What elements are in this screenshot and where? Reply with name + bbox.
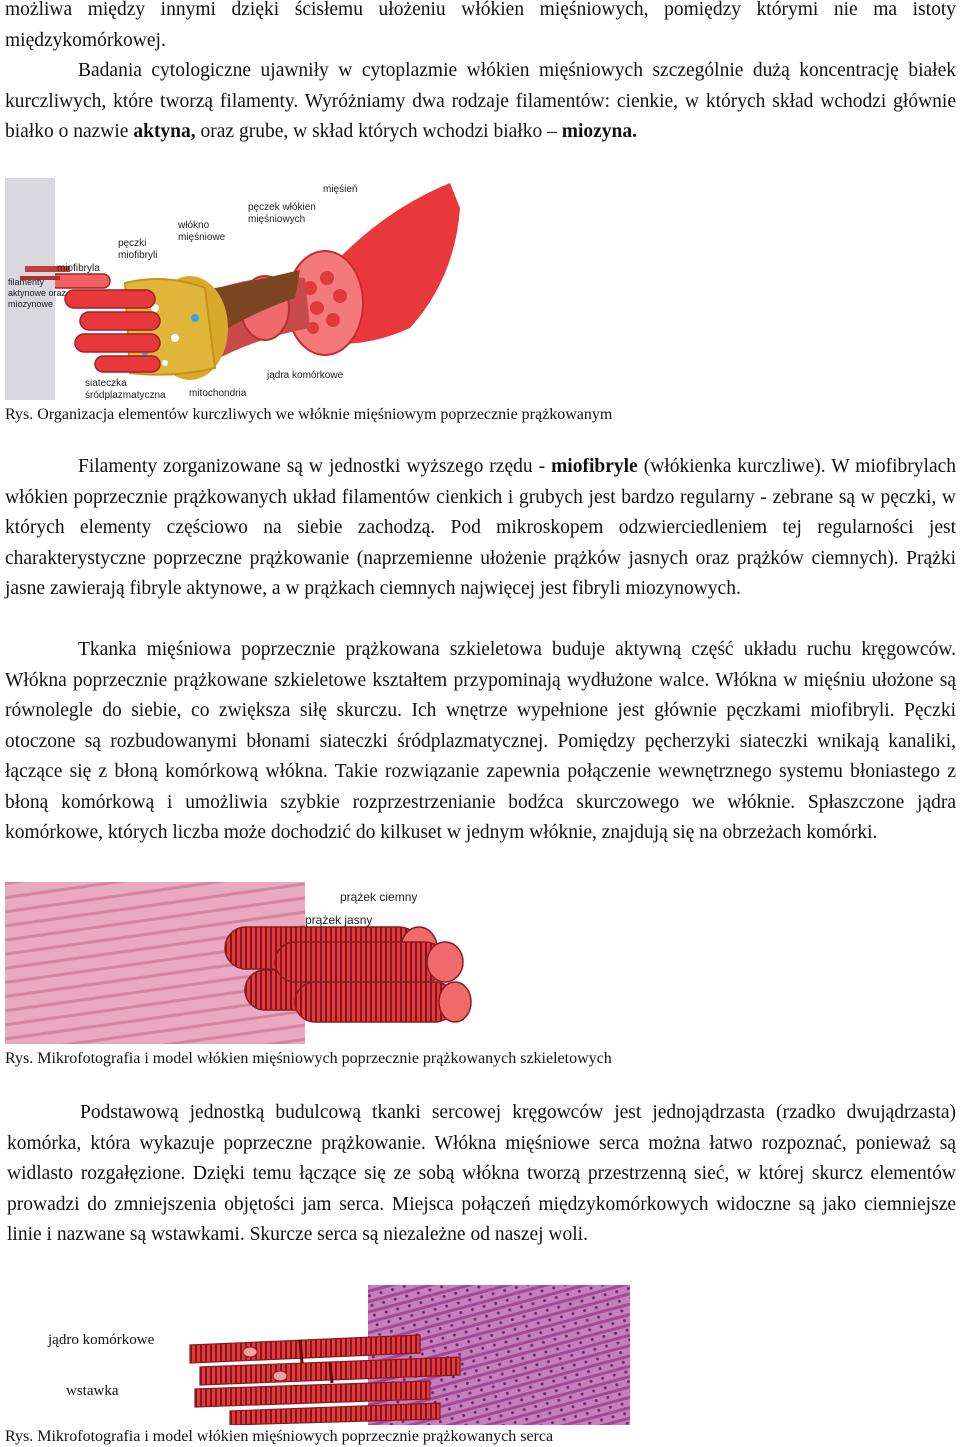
paragraph-text: (włókienka kurczliwe). W miofibrylach włókien poprzecznie prążkowanych układ filamentów cienkich i grubych jest bardzo regularny - zebrane są w pęczki, w których elementy częściowo na siebie zachodzą. Pod mikroskopem odzwierciedleniem tej regularności jest charakterystyczne poprzeczne prążkowanie (naprzemienne ułożenie prążków jasnych oraz prążków ciemnych). Prążki jasne zawierają fibryle aktynowe, a w prążkach ciemnych najwięcej jest fibryli miozynowych.: [5, 456, 957, 599]
label-siateczka: siateczka: [85, 378, 127, 389]
paragraph-cardiac-tissue: [7, 1098, 956, 1251]
paragraph-intro-continuation: [5, 0, 956, 56]
paragraph-text: Badania cytologiczne ujawniły w cytoplazmie włókien mięśniowych szczególnie dużą koncentrację białek kurczliwych, które tworzą filamenty. Wyróżniamy dwa rodzaje filamentów: cienkie, w których skład wchodzi głównie białko o nazwie: [5, 60, 956, 142]
paragraph-text: Filamenty zorganizowane są w jednostki wyższego rzędu -: [78, 456, 552, 477]
paragraph-text: Tkanka mięśniowa poprzecznie prążkowana szkieletowa buduje aktywną część układu ruchu kręgowców. Włókna poprzecznie prążkowane szkieletowe kształtem przypominają wydłużone walce. Włókna w mięśniu ułożone są równolegle do siebie, co zwiększa siłę skurczu. Ich wnętrze wypełnione jest głównie pęczkami miofibryli. Pęczki otoczone są rozbudowanymi błonami siateczki śródplazmatycznej. Pomiędzy pęcherzyki siateczki wnikają kanaliki, łączące się z błoną komórkową włókna. Takie rozwiązanie zapewnia połączenie wewnętrznego systemu błoniastego z błoną komórkową i umożliwia szybkie rozprzestrzenianie bodźca skurczowego we włóknie. Spłaszczone jądra komórkowe, których liczba może dochodzić do kilkuset w jednym włóknie, znajdują się na obrzeżach komórki.: [5, 639, 956, 843]
paragraph-miofibryle: [5, 452, 956, 605]
figure-muscle-organization: [5, 178, 465, 400]
svg-text:śródplazmatyczna: śródplazmatyczna: [85, 390, 166, 400]
label-peczek: pęczek włókien: [248, 202, 316, 213]
svg-text:mięśniowe: mięśniowe: [178, 232, 226, 243]
label-miofibryla: miofibryla: [57, 263, 100, 274]
label-prazek-ciemny: prążek ciemny: [340, 890, 418, 904]
paragraph-filaments: [5, 56, 956, 148]
label-jadro-komorkowe: jądro komórkowe: [48, 1332, 155, 1348]
caption-figure-3: Rys. Mikrofotografia i model włókien mięśniowych poprzecznie prążkowanych serca: [5, 1428, 554, 1445]
label-wlokno: włókno: [178, 220, 210, 231]
paragraph-text: Podstawową jednostką budulcową tkanki sercowej kręgowców jest jednojądrzasta (rzadko dwujądrzasta) komórka, która wykazuje poprzeczne prążkowanie. Włókna mięśniowe serca można łatwo rozpoznać, ponieważ są widlasto rozgałęzione. Dzięki temu łączące się ze sobą włókna tworzą przestrzenną sieć, w której skurcz elementów prowadzi do zmniejszenia objętości jam serca. Miejsca połączeń międzykomórkowych widoczne są jako ciemniejsze linie i nazwane są wstawkami. Skurcze serca są niezależne od naszej woli.: [7, 1102, 956, 1245]
figure-skeletal-muscle: [5, 882, 475, 1044]
model-skeletal-fibers: [225, 927, 471, 1022]
svg-text:aktynowe oraz: aktynowe oraz: [8, 288, 67, 298]
label-miesien: mięśień: [323, 184, 358, 195]
label-prazek-jasny: prążek jasny: [305, 913, 373, 927]
paragraph-text: możliwa między innymi dzięki ścisłemu ułożeniu włókien mięśniowych, pomiędzy którymi nie ma istoty międzykomórkowej.: [5, 0, 956, 51]
label-wstawka: wstawka: [66, 1383, 119, 1399]
caption-figure-1: Rys. Organizacja elementów kurczliwych we włóknie mięśniowym poprzecznie prążkowanym: [5, 406, 613, 423]
term-miofibryle: miofibryle: [551, 456, 638, 477]
term-aktyna: aktyna,: [133, 121, 196, 142]
label-peczki: pęczki: [118, 238, 147, 249]
svg-text:mięśniowych: mięśniowych: [248, 214, 306, 225]
paragraph-text: oraz grube, w skład których wchodzi białko –: [195, 121, 562, 142]
label-jadra: jądra komórkowe: [267, 370, 344, 381]
label-mitochondria: mitochondria: [189, 388, 247, 399]
svg-text:miofibryli: miofibryli: [118, 250, 158, 261]
figure-cardiac-muscle: [0, 1285, 640, 1425]
term-miozyna: miozyna.: [561, 121, 638, 142]
svg-text:miozynowe: miozynowe: [8, 299, 54, 309]
label-filamenty: filamenty: [8, 277, 45, 287]
paragraph-skeletal-tissue: [5, 635, 956, 849]
caption-figure-2: Rys. Mikrofotografia i model włókien mięśniowych poprzecznie prążkowanych szkieletowych: [5, 1050, 612, 1067]
